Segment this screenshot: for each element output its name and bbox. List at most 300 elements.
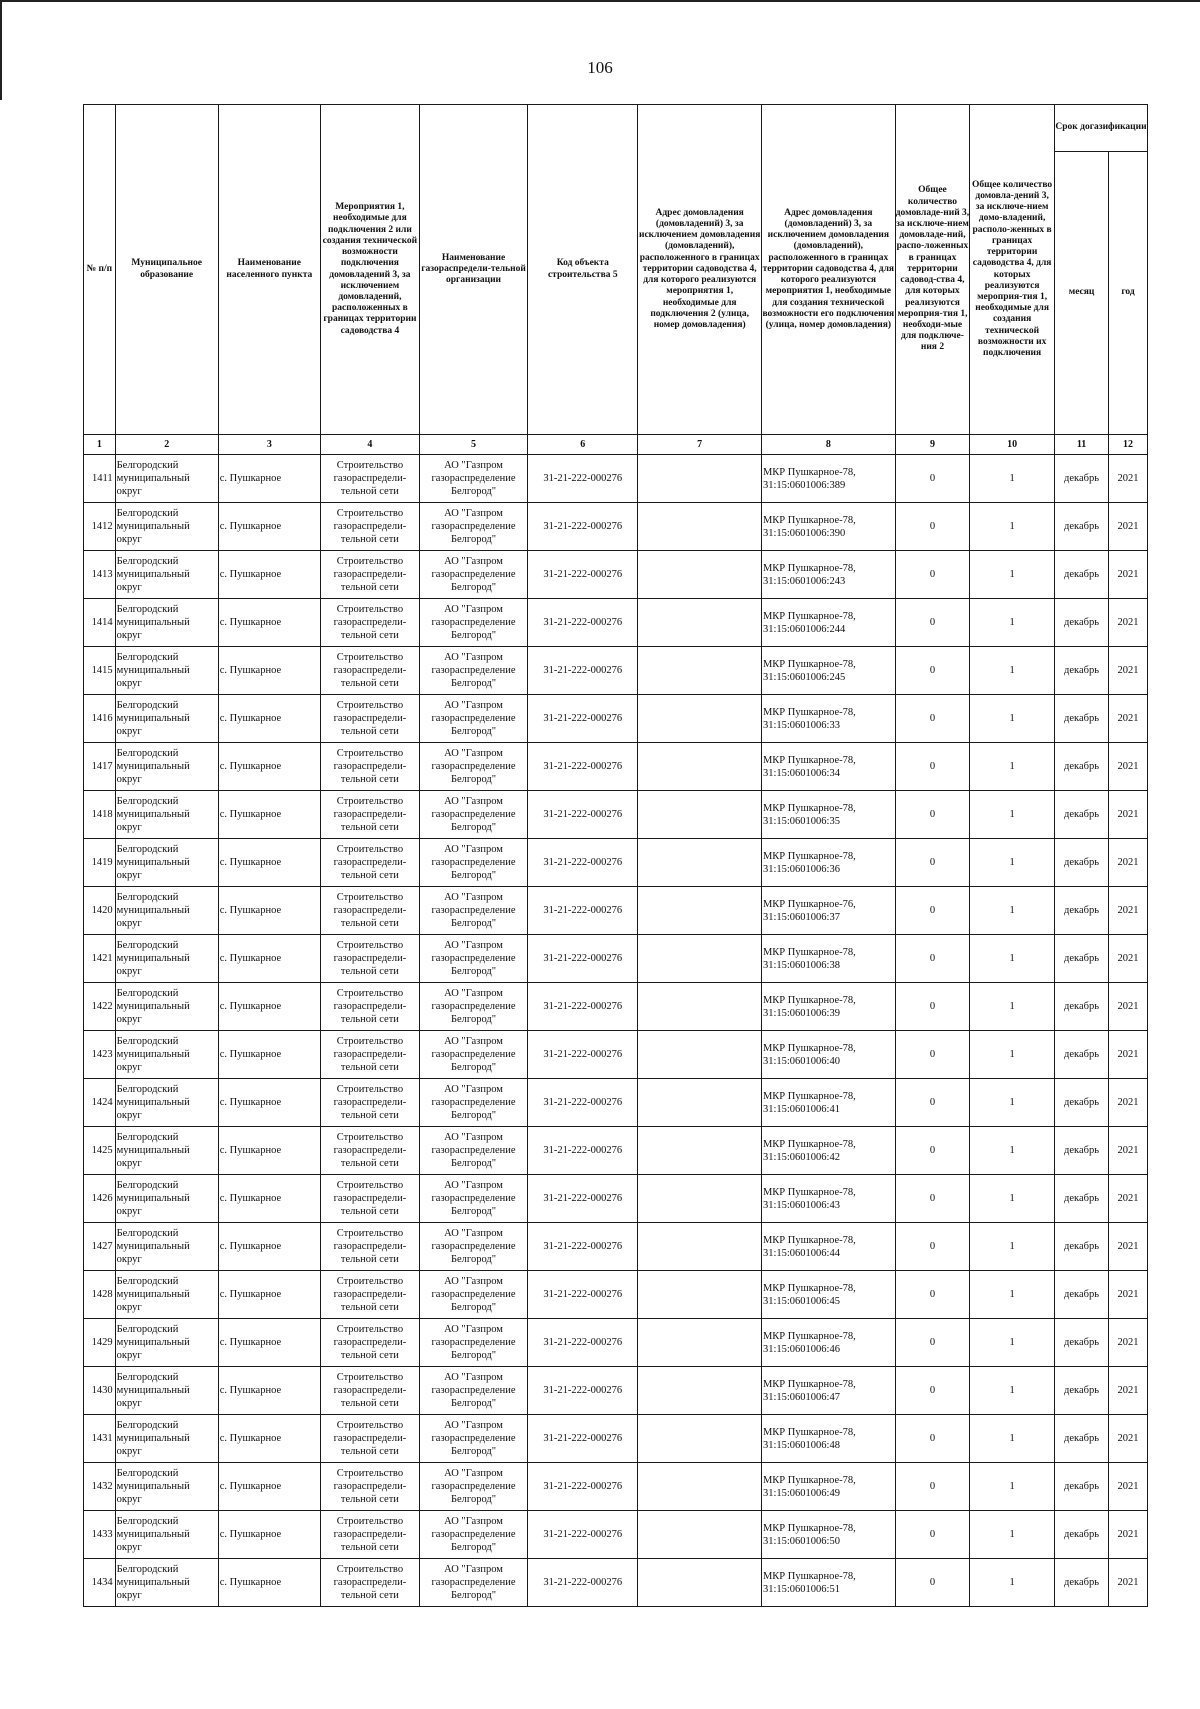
settlement-cell: с. Пушкарное [218, 1319, 320, 1367]
gas-org-cell-line: газораспределение [431, 1385, 516, 1396]
object-code-cell: 31-21-222-000276 [528, 1415, 638, 1463]
object-code-cell: 31-21-222-000276 [528, 1175, 638, 1223]
gas-org-cell-line: Белгород" [450, 1158, 497, 1169]
activity-cell-line: газораспредели- [333, 473, 407, 484]
settlement-cell: с. Пушкарное [218, 1415, 320, 1463]
address-connection-cell [638, 503, 762, 551]
settlement-cell: с. Пушкарное [218, 1079, 320, 1127]
municipality-cell [115, 1367, 218, 1415]
address-technical-cell-line: 31:15:0601006:244 [762, 623, 846, 635]
gas-org-cell-line: АО "Газпром [444, 604, 503, 615]
settlement-cell: с. Пушкарное [218, 983, 320, 1031]
year-cell: 2021 [1109, 695, 1148, 743]
address-technical-cell [761, 1127, 895, 1175]
activity-cell-line: Строительство [336, 1180, 404, 1191]
gas-org-cell-line: Белгород" [450, 1446, 497, 1457]
address-technical-cell-line: 31:15:0601006:42 [762, 1151, 840, 1163]
activity-cell [320, 935, 419, 983]
table-row [84, 1031, 1148, 1079]
gas-org-cell [419, 1319, 527, 1367]
municipality-cell-line: округ [116, 1110, 142, 1121]
activity-cell-line: Строительство [336, 1420, 404, 1431]
object-code-cell: 31-21-222-000276 [528, 1367, 638, 1415]
municipality-cell-line: муниципальный [116, 1289, 190, 1300]
address-technical-cell [761, 551, 895, 599]
address-technical-cell-line: МКР Пушкарное-78, [762, 754, 856, 766]
activity-cell-line: газораспредели- [333, 1097, 407, 1108]
gas-org-cell [419, 791, 527, 839]
gas-org-cell-line: АО "Газпром [444, 1372, 503, 1383]
settlement-cell: с. Пушкарное [218, 887, 320, 935]
address-connection-cell [638, 1079, 762, 1127]
municipality-cell [115, 599, 218, 647]
activity-cell [320, 1127, 419, 1175]
activity-cell-line: тельной сети [340, 1350, 399, 1361]
total-connection-cell: 0 [895, 1319, 970, 1367]
gas-org-cell-line: АО "Газпром [444, 1084, 503, 1095]
gas-org-cell-line: АО "Газпром [444, 556, 503, 567]
municipality-cell-line: муниципальный [116, 1481, 190, 1492]
gas-org-cell [419, 983, 527, 1031]
municipality-cell-line: муниципальный [116, 953, 190, 964]
total-connection-cell: 0 [895, 935, 970, 983]
activity-cell-line: тельной сети [340, 966, 399, 977]
total-technical-cell: 1 [970, 1319, 1055, 1367]
municipality-cell-line: Белгородский [116, 940, 179, 951]
total-connection-cell: 0 [895, 1271, 970, 1319]
municipality-cell-line: Белгородский [116, 1132, 179, 1143]
table-row [84, 1463, 1148, 1511]
month-cell: декабрь [1054, 1175, 1108, 1223]
activity-cell [320, 1223, 419, 1271]
gas-org-cell-line: Белгород" [450, 1350, 497, 1361]
address-technical-cell-line: МКР Пушкарное-78, [762, 1426, 856, 1438]
activity-cell-line: Строительство [336, 460, 404, 471]
table-row [84, 1367, 1148, 1415]
object-code-cell: 31-21-222-000276 [528, 1559, 638, 1607]
gas-org-cell-line: Белгород" [450, 774, 497, 785]
activity-cell [320, 1319, 419, 1367]
row-number: 1426 [84, 1175, 116, 1223]
address-technical-cell [761, 647, 895, 695]
total-connection-cell: 0 [895, 791, 970, 839]
address-technical-cell-line: МКР Пушкарное-78, [762, 1138, 856, 1150]
year-cell: 2021 [1109, 455, 1148, 503]
settlement-cell: с. Пушкарное [218, 1271, 320, 1319]
municipality-cell [115, 743, 218, 791]
municipality-cell-line: округ [116, 918, 142, 929]
row-number: 1428 [84, 1271, 116, 1319]
total-technical-cell: 1 [970, 1127, 1055, 1175]
row-number: 1420 [84, 887, 116, 935]
table-row [84, 503, 1148, 551]
address-connection-cell [638, 1223, 762, 1271]
header-object-code: Код объекта строительства 5 [528, 105, 638, 435]
activity-cell-line: тельной сети [340, 1590, 399, 1601]
year-cell: 2021 [1109, 791, 1148, 839]
month-cell: декабрь [1054, 1127, 1108, 1175]
year-cell: 2021 [1109, 1223, 1148, 1271]
year-cell: 2021 [1109, 1463, 1148, 1511]
table-row [84, 647, 1148, 695]
address-technical-cell-line: МКР Пушкарное-78, [762, 946, 856, 958]
scan-edge-left [0, 0, 2, 100]
column-number-row [84, 435, 1148, 455]
month-cell: декабрь [1054, 887, 1108, 935]
activity-cell-line: Строительство [336, 748, 404, 759]
activity-cell [320, 455, 419, 503]
municipality-cell [115, 1031, 218, 1079]
municipality-cell-line: округ [116, 1302, 142, 1313]
year-cell: 2021 [1109, 935, 1148, 983]
municipality-cell-line: Белгородский [116, 1564, 179, 1575]
gas-org-cell-line: АО "Газпром [444, 1132, 503, 1143]
gas-org-cell-line: АО "Газпром [444, 1180, 503, 1191]
total-connection-cell: 0 [895, 743, 970, 791]
municipality-cell-line: округ [116, 1350, 142, 1361]
total-connection-cell: 0 [895, 1031, 970, 1079]
total-technical-cell: 1 [970, 647, 1055, 695]
row-number: 1421 [84, 935, 116, 983]
gas-org-cell-line: газораспределение [431, 1049, 516, 1060]
gas-org-cell-line: газораспределение [431, 905, 516, 916]
municipality-cell-line: округ [116, 582, 142, 593]
activity-cell-line: тельной сети [340, 1110, 399, 1121]
address-technical-cell [761, 887, 895, 935]
municipality-cell [115, 1127, 218, 1175]
activity-cell-line: тельной сети [340, 1542, 399, 1553]
address-technical-cell-line: МКР Пушкарное-78, [762, 706, 856, 718]
settlement-cell: с. Пушкарное [218, 1559, 320, 1607]
address-technical-cell-line: 31:15:0601006:51 [762, 1583, 840, 1595]
activity-cell-line: Строительство [336, 1564, 404, 1575]
column-number: 1 [84, 435, 116, 455]
municipality-cell-line: муниципальный [116, 473, 190, 484]
table-row [84, 1319, 1148, 1367]
address-connection-cell [638, 455, 762, 503]
municipality-cell [115, 887, 218, 935]
activity-cell-line: тельной сети [340, 1398, 399, 1409]
gas-org-cell [419, 1511, 527, 1559]
municipality-cell-line: муниципальный [116, 1241, 190, 1252]
month-cell: декабрь [1054, 743, 1108, 791]
municipality-cell-line: округ [116, 1494, 142, 1505]
activity-cell-line: тельной сети [340, 534, 399, 545]
total-connection-cell: 0 [895, 1463, 970, 1511]
activity-cell [320, 1031, 419, 1079]
activity-cell-line: Строительство [336, 1324, 404, 1335]
month-cell: декабрь [1054, 1271, 1108, 1319]
municipality-cell-line: Белгородский [116, 1420, 179, 1431]
municipality-cell-line: Белгородский [116, 1468, 179, 1479]
row-number: 1424 [84, 1079, 116, 1127]
municipality-cell [115, 1319, 218, 1367]
gas-org-cell-line: АО "Газпром [444, 796, 503, 807]
total-technical-cell: 1 [970, 695, 1055, 743]
activity-cell-line: Строительство [336, 892, 404, 903]
activity-cell-line: газораспредели- [333, 1481, 407, 1492]
address-technical-cell-line: МКР Пушкарное-78, [762, 802, 856, 814]
year-cell: 2021 [1109, 743, 1148, 791]
gas-org-cell-line: Белгород" [450, 918, 497, 929]
address-technical-cell-line: 31:15:0601006:50 [762, 1535, 840, 1547]
address-connection-cell [638, 1031, 762, 1079]
year-cell: 2021 [1109, 647, 1148, 695]
row-number: 1416 [84, 695, 116, 743]
activity-cell-line: Строительство [336, 1036, 404, 1047]
settlement-cell: с. Пушкарное [218, 1367, 320, 1415]
total-connection-cell: 0 [895, 1127, 970, 1175]
header-year: год [1109, 152, 1148, 435]
activity-cell-line: тельной сети [340, 1062, 399, 1073]
gas-org-cell-line: АО "Газпром [444, 1516, 503, 1527]
activity-cell-line: тельной сети [340, 918, 399, 929]
gas-org-cell [419, 743, 527, 791]
gas-org-cell [419, 935, 527, 983]
column-number: 7 [638, 435, 762, 455]
municipality-cell-line: муниципальный [116, 1529, 190, 1540]
address-technical-cell-line: МКР Пушкарное-78, [762, 1474, 856, 1486]
activity-cell-line: тельной сети [340, 1494, 399, 1505]
object-code-cell: 31-21-222-000276 [528, 1271, 638, 1319]
total-connection-cell: 0 [895, 983, 970, 1031]
year-cell: 2021 [1109, 839, 1148, 887]
column-number: 2 [115, 435, 218, 455]
municipality-cell [115, 839, 218, 887]
table-row [84, 599, 1148, 647]
total-technical-cell: 1 [970, 1463, 1055, 1511]
object-code-cell: 31-21-222-000276 [528, 455, 638, 503]
address-technical-cell-line: 31:15:0601006:49 [762, 1487, 840, 1499]
total-connection-cell: 0 [895, 839, 970, 887]
total-technical-cell: 1 [970, 1079, 1055, 1127]
activity-cell-line: газораспредели- [333, 905, 407, 916]
address-technical-cell-line: 31:15:0601006:38 [762, 959, 840, 971]
row-number: 1433 [84, 1511, 116, 1559]
settlement-cell: с. Пушкарное [218, 743, 320, 791]
month-cell: декабрь [1054, 1367, 1108, 1415]
column-number: 11 [1054, 435, 1108, 455]
activity-cell-line: тельной сети [340, 774, 399, 785]
municipality-cell [115, 1511, 218, 1559]
row-number: 1427 [84, 1223, 116, 1271]
municipality-cell-line: муниципальный [116, 1577, 190, 1588]
address-technical-cell [761, 743, 895, 791]
municipality-cell-line: муниципальный [116, 1433, 190, 1444]
month-cell: декабрь [1054, 551, 1108, 599]
municipality-cell-line: округ [116, 1014, 142, 1025]
total-technical-cell: 1 [970, 1559, 1055, 1607]
total-connection-cell: 0 [895, 455, 970, 503]
month-cell: декабрь [1054, 1319, 1108, 1367]
municipality-cell-line: округ [116, 1254, 142, 1265]
gas-org-cell-line: АО "Газпром [444, 1420, 503, 1431]
total-connection-cell: 0 [895, 1223, 970, 1271]
gas-org-cell-line: Белгород" [450, 1014, 497, 1025]
municipality-cell [115, 551, 218, 599]
table-body [84, 455, 1148, 1607]
address-connection-cell [638, 1127, 762, 1175]
municipality-cell-line: муниципальный [116, 1145, 190, 1156]
month-cell: декабрь [1054, 791, 1108, 839]
row-number: 1411 [84, 455, 116, 503]
table-row [84, 1511, 1148, 1559]
gas-org-cell [419, 647, 527, 695]
row-number: 1422 [84, 983, 116, 1031]
address-connection-cell [638, 1271, 762, 1319]
row-number: 1425 [84, 1127, 116, 1175]
address-technical-cell-line: 31:15:0601006:43 [762, 1199, 840, 1211]
table-row [84, 1127, 1148, 1175]
object-code-cell: 31-21-222-000276 [528, 743, 638, 791]
address-technical-cell-line: МКР Пушкарное-78, [762, 994, 856, 1006]
object-code-cell: 31-21-222-000276 [528, 695, 638, 743]
header-activity: Мероприятия 1, необходимые для подключения 2 или создания технической возможности подключения домовладений 3, за исключением домовладений, расположенных в границах территории садоводства 4 [320, 105, 419, 435]
municipality-cell-line: округ [116, 678, 142, 689]
gas-org-cell [419, 599, 527, 647]
municipality-cell-line: округ [116, 726, 142, 737]
month-cell: декабрь [1054, 1079, 1108, 1127]
municipality-cell [115, 455, 218, 503]
municipality-cell [115, 503, 218, 551]
settlement-cell: с. Пушкарное [218, 935, 320, 983]
object-code-cell: 31-21-222-000276 [528, 887, 638, 935]
address-technical-cell-line: 31:15:0601006:40 [762, 1055, 840, 1067]
municipality-cell-line: округ [116, 822, 142, 833]
total-connection-cell: 0 [895, 695, 970, 743]
table-row [84, 1271, 1148, 1319]
municipality-cell [115, 1223, 218, 1271]
address-connection-cell [638, 647, 762, 695]
address-technical-cell-line: МКР Пушкарное-78, [762, 1042, 856, 1054]
activity-cell-line: газораспредели- [333, 1577, 407, 1588]
column-number: 6 [528, 435, 638, 455]
total-connection-cell: 0 [895, 1511, 970, 1559]
activity-cell-line: Строительство [336, 1084, 404, 1095]
address-technical-cell-line: 31:15:0601006:245 [762, 671, 846, 683]
address-connection-cell [638, 743, 762, 791]
gas-org-cell [419, 839, 527, 887]
gas-org-cell-line: Белгород" [450, 1110, 497, 1121]
total-technical-cell: 1 [970, 743, 1055, 791]
month-cell: декабрь [1054, 503, 1108, 551]
header-municipality: Муниципальное образование [115, 105, 218, 435]
object-code-cell: 31-21-222-000276 [528, 599, 638, 647]
object-code-cell: 31-21-222-000276 [528, 983, 638, 1031]
address-technical-cell-line: 31:15:0601006:37 [762, 911, 840, 923]
gas-org-cell [419, 1559, 527, 1607]
address-technical-cell-line: МКР Пушкарное-78, [762, 1330, 856, 1342]
year-cell: 2021 [1109, 1175, 1148, 1223]
municipality-cell [115, 695, 218, 743]
total-technical-cell: 1 [970, 1271, 1055, 1319]
address-technical-cell [761, 599, 895, 647]
year-cell: 2021 [1109, 1319, 1148, 1367]
gas-org-cell-line: газораспределение [431, 1001, 516, 1012]
address-technical-cell-line: МКР Пушкарное-78, [762, 1570, 856, 1582]
gas-org-cell-line: газораспределение [431, 1481, 516, 1492]
object-code-cell: 31-21-222-000276 [528, 503, 638, 551]
gas-org-cell-line: Белгород" [450, 1590, 497, 1601]
address-technical-cell [761, 455, 895, 503]
settlement-cell: с. Пушкарное [218, 695, 320, 743]
gas-org-cell-line: АО "Газпром [444, 844, 503, 855]
gas-org-cell-line: газораспределение [431, 761, 516, 772]
gas-org-cell [419, 1127, 527, 1175]
row-number: 1429 [84, 1319, 116, 1367]
total-connection-cell: 0 [895, 1367, 970, 1415]
activity-cell-line: газораспредели- [333, 665, 407, 676]
object-code-cell: 31-21-222-000276 [528, 1511, 638, 1559]
address-technical-cell-line: 31:15:0601006:45 [762, 1295, 840, 1307]
total-technical-cell: 1 [970, 503, 1055, 551]
table-row [84, 1415, 1148, 1463]
table-row [84, 887, 1148, 935]
gas-org-cell-line: АО "Газпром [444, 700, 503, 711]
table-row [84, 743, 1148, 791]
column-number: 10 [970, 435, 1055, 455]
year-cell: 2021 [1109, 983, 1148, 1031]
activity-cell [320, 1271, 419, 1319]
total-technical-cell: 1 [970, 1367, 1055, 1415]
municipality-cell-line: Белгородский [116, 1516, 179, 1527]
gas-org-cell-line: Белгород" [450, 870, 497, 881]
gas-org-cell [419, 1223, 527, 1271]
object-code-cell: 31-21-222-000276 [528, 551, 638, 599]
gas-org-cell-line: АО "Газпром [444, 1324, 503, 1335]
settlement-cell: с. Пушкарное [218, 791, 320, 839]
activity-cell-line: газораспредели- [333, 1385, 407, 1396]
month-cell: декабрь [1054, 1031, 1108, 1079]
total-technical-cell: 1 [970, 1031, 1055, 1079]
row-number: 1412 [84, 503, 116, 551]
municipality-cell-line: муниципальный [116, 905, 190, 916]
gas-org-cell-line: газораспределение [431, 1337, 516, 1348]
gas-org-cell-line: газораспределение [431, 713, 516, 724]
activity-cell-line: газораспредели- [333, 953, 407, 964]
activity-cell-line: тельной сети [340, 1206, 399, 1217]
address-connection-cell [638, 1175, 762, 1223]
row-number: 1432 [84, 1463, 116, 1511]
address-technical-cell-line: 31:15:0601006:48 [762, 1439, 840, 1451]
table-row [84, 1223, 1148, 1271]
year-cell: 2021 [1109, 1559, 1148, 1607]
object-code-cell: 31-21-222-000276 [528, 791, 638, 839]
month-cell: декабрь [1054, 1223, 1108, 1271]
municipality-cell-line: округ [116, 1398, 142, 1409]
address-connection-cell [638, 1463, 762, 1511]
year-cell: 2021 [1109, 503, 1148, 551]
address-technical-cell-line: МКР Пушкарное-78, [762, 1282, 856, 1294]
total-technical-cell: 1 [970, 599, 1055, 647]
address-technical-cell-line: 31:15:0601006:44 [762, 1247, 840, 1259]
total-technical-cell: 1 [970, 839, 1055, 887]
activity-cell-line: Строительство [336, 1276, 404, 1287]
settlement-cell: с. Пушкарное [218, 1175, 320, 1223]
municipality-cell-line: Белгородский [116, 1276, 179, 1287]
address-technical-cell-line: МКР Пушкарное-78, [762, 562, 856, 574]
gas-org-cell [419, 455, 527, 503]
total-connection-cell: 0 [895, 1415, 970, 1463]
gas-org-cell-line: Белгород" [450, 1542, 497, 1553]
address-technical-cell-line: 31:15:0601006:33 [762, 719, 840, 731]
address-technical-cell [761, 983, 895, 1031]
year-cell: 2021 [1109, 1511, 1148, 1559]
month-cell: декабрь [1054, 1559, 1108, 1607]
municipality-cell-line: округ [116, 1062, 142, 1073]
activity-cell-line: Строительство [336, 1372, 404, 1383]
activity-cell-line: газораспредели- [333, 1049, 407, 1060]
